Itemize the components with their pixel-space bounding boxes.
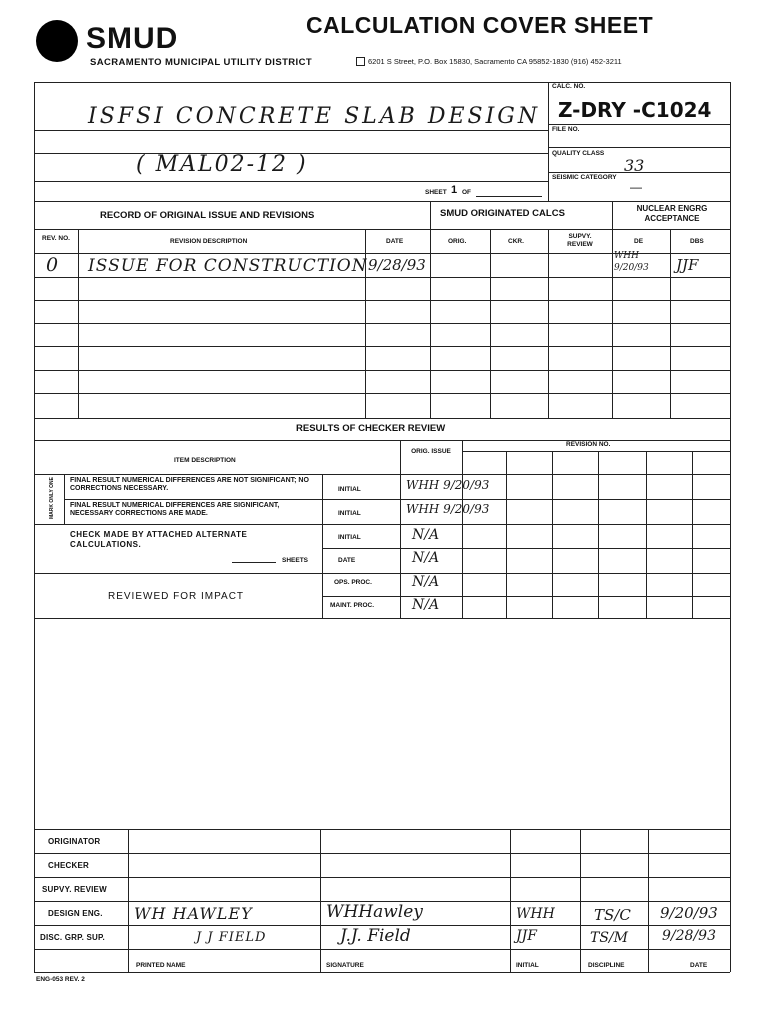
sig-disc-grp-sup-discipline: TS/M [590, 930, 628, 946]
sig-role-design-eng: DESIGN ENG. [48, 909, 103, 918]
smud-logo [36, 20, 78, 62]
checker-row-1-field: INITIAL [338, 510, 361, 517]
rev-0-number: 0 [46, 254, 59, 276]
sig-role-supvy-review: SUPVY. REVIEW [42, 885, 107, 894]
checker-row-2-desc: CHECK MADE BY ATTACHED ALTERNATE CALCULATIONS. [70, 530, 248, 549]
checker-row-0-desc: FINAL RESULT NUMERICAL DIFFERENCES ARE NOT SIGNIFICANT; NO CORRECTIONS NECESSARY. [70, 477, 309, 492]
quality-class-value: 33 [624, 156, 645, 175]
sig-design-eng-name: WH HAWLEY [134, 904, 253, 923]
checker-row-3-value: N/A [412, 550, 440, 566]
checker-row-3-field: DATE [338, 557, 356, 564]
sig-role-originator: ORIGINATOR [48, 837, 101, 846]
maint-proc-value: N/A [412, 597, 440, 613]
rev-0-date: 9/28/93 [368, 256, 426, 274]
quality-class-label: QUALITY CLASS [552, 150, 605, 157]
col-description: REVISION DESCRIPTION [170, 238, 248, 245]
checkbox-icon [356, 57, 365, 66]
smud-calcs-title: SMUD ORIGINATED CALCS [440, 208, 565, 219]
maint-proc-label: MAINT. PROC. [330, 602, 375, 609]
page-title: CALCULATION COVER SHEET [306, 12, 654, 38]
checker-row-0-field: INITIAL [338, 486, 361, 493]
sig-design-eng-signature: WHHawley [326, 902, 423, 922]
col-ckr: CKR. [508, 238, 524, 245]
calc-no-label: CALC. NO. [552, 83, 586, 90]
ops-proc-value: N/A [412, 574, 440, 590]
district-name: SACRAMENTO MUNICIPAL UTILITY DISTRICT [90, 57, 313, 68]
sheet-of-label: OF [462, 189, 472, 196]
footer-printed-name: PRINTED NAME [136, 962, 186, 969]
sig-role-disc-grp-sup: DISC. GRP. SUP. [40, 933, 105, 942]
col-supvy-review: SUPVY. REVIEW [567, 233, 593, 248]
sig-disc-grp-sup-initial: JJF [516, 928, 537, 944]
district-address: 6201 S Street, P.O. Box 15830, Sacramento CA 95852-1830 (916) 452-3211 [368, 57, 622, 66]
orig-issue-label: ORIG. ISSUE [411, 448, 451, 455]
footer-signature: SIGNATURE [326, 962, 364, 969]
seismic-category-value: — [630, 180, 642, 194]
footer-discipline: DISCIPLINE [588, 962, 625, 969]
nuclear-acceptance-title: NUCLEAR ENGRG ACCEPTANCE [636, 204, 708, 223]
brand-name: SMUD [86, 22, 179, 55]
reviewed-for-impact-label: REVIEWED FOR IMPACT [108, 591, 245, 602]
checker-row-2-field: INITIAL [338, 534, 361, 541]
file-no-label: FILE NO. [552, 126, 580, 133]
calc-no-value: Z-DRY -C1024 [558, 98, 712, 122]
mark-only-one-label: MARK ONLY ONE [49, 477, 55, 519]
rev-0-de: WHH 9/20/93 [614, 251, 649, 273]
sig-design-eng-date: 9/20/93 [660, 904, 718, 922]
item-description-label: ITEM DESCRIPTION [174, 457, 236, 464]
checker-row-0-value: WHH 9/20/93 [406, 478, 490, 492]
checker-row-1-value: WHH 9/20/93 [406, 502, 490, 516]
footer-date: DATE [690, 962, 708, 969]
col-de: DE [634, 238, 644, 245]
sig-disc-grp-sup-date: 9/28/93 [662, 928, 716, 944]
rev-0-dbs: JJF [676, 256, 699, 274]
checker-row-1-desc: FINAL RESULT NUMERICAL DIFFERENCES ARE SIGNIFICANT, NECESSARY CORRECTIONS ARE MADE. [70, 502, 280, 517]
calc-subtitle: ( MAL02-12 ) [136, 152, 308, 177]
revision-no-label: REVISION NO. [566, 441, 611, 448]
sig-role-checker: CHECKER [48, 861, 89, 870]
ops-proc-label: OPS. PROC. [334, 579, 372, 586]
revisions-title: RECORD OF ORIGINAL ISSUE AND REVISIONS [100, 210, 315, 221]
sig-disc-grp-sup-name: J J FIELD [196, 930, 267, 945]
checker-title: RESULTS OF CHECKER REVIEW [296, 423, 446, 434]
checker-row-2-value: N/A [412, 527, 440, 543]
col-orig: ORIG. [448, 238, 467, 245]
sig-disc-grp-sup-signature: J.J. Field [340, 926, 411, 946]
footer-initial: INITIAL [516, 962, 539, 969]
sig-design-eng-discipline: TS/C [594, 906, 631, 924]
form-id: ENG-053 REV. 2 [36, 976, 85, 983]
calc-title: ISFSI CONCRETE SLAB DESIGN [88, 104, 541, 129]
col-date: DATE [386, 238, 404, 245]
col-dbs: DBS [690, 238, 704, 245]
rev-0-description: ISSUE FOR CONSTRUCTION [88, 256, 368, 276]
sheet-label: SHEET [425, 189, 447, 196]
checker-row-3-desc: SHEETS [282, 557, 309, 564]
seismic-category-label: SEISMIC CATEGORY [552, 174, 617, 181]
sig-design-eng-initial: WHH [516, 906, 555, 922]
col-rev-no: REV. NO. [42, 235, 70, 242]
sheet-value: 1 [451, 184, 458, 196]
